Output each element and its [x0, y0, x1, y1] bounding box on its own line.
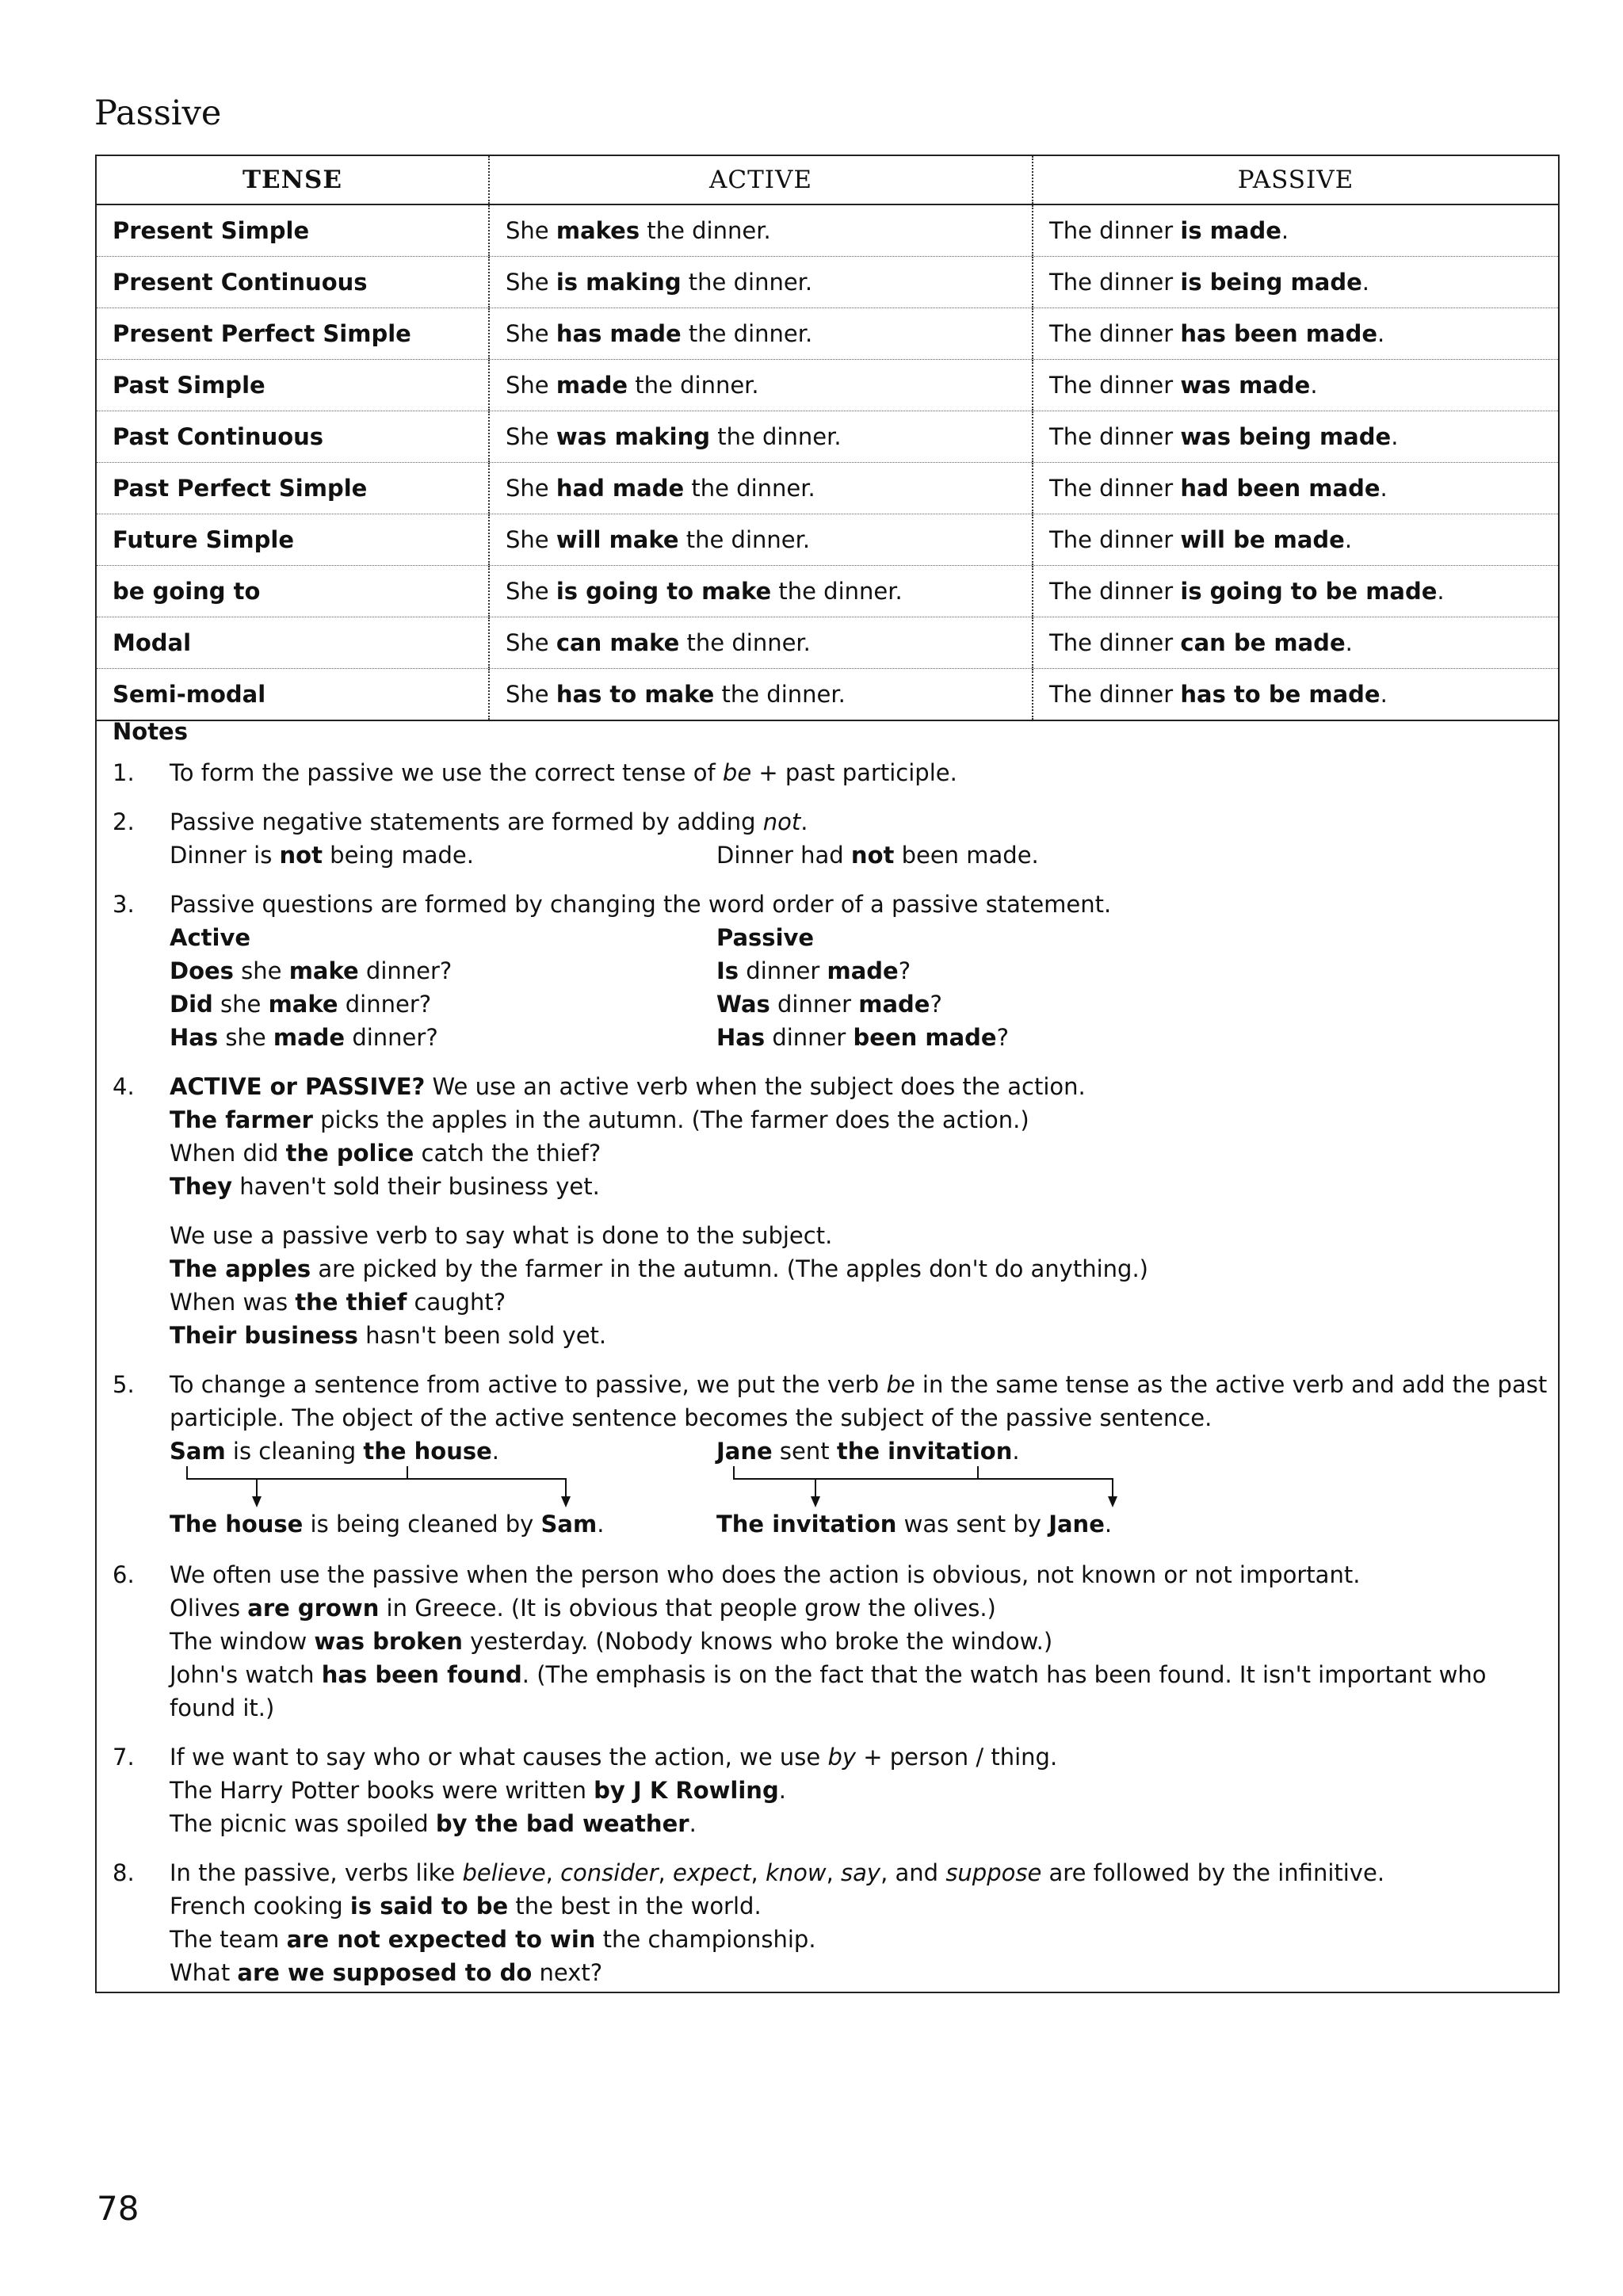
example-text: Olives [170, 1595, 248, 1622]
example-bold: has been found [321, 1661, 522, 1688]
note-text: To change a sentence from active to passive, we put the verb [170, 1371, 887, 1398]
verb-form: was made [1180, 372, 1311, 399]
example-bold: are grown [247, 1595, 380, 1622]
note-text: , [658, 1859, 673, 1886]
note-5 [113, 1368, 1548, 1542]
note-2 [113, 805, 1539, 872]
note-number: 8. [113, 1859, 135, 1886]
passive-cell [1032, 411, 1558, 462]
example-bold: The apples [170, 1255, 311, 1282]
verb-form: is going to make [556, 578, 772, 605]
note-italic: know [765, 1859, 827, 1886]
verb-form: has been made [1180, 320, 1377, 347]
note-text: , and [880, 1859, 946, 1886]
passive-cell [1032, 360, 1558, 411]
example-bold: made [827, 957, 899, 984]
example-bold: The house [170, 1511, 304, 1538]
active-cell [488, 308, 1032, 359]
tense-cell: Past Simple [113, 372, 265, 399]
sentence-part: She [506, 320, 556, 347]
example-bold: Has [716, 1024, 766, 1051]
table-row [97, 308, 1558, 360]
notes-section [113, 715, 1548, 2005]
example-text: When did [170, 1140, 286, 1167]
note-text: + past participle. [751, 759, 957, 786]
example-text: . [778, 1777, 786, 1804]
table-row [97, 617, 1558, 669]
example-bold: the house [363, 1438, 492, 1465]
note-italic: be [722, 759, 752, 786]
example-text: haven't sold their business yet. [232, 1173, 600, 1200]
table-row [97, 566, 1558, 617]
example-text: dinner? [358, 957, 453, 984]
example-bold: make [268, 991, 338, 1018]
table-header [97, 156, 1558, 205]
passive-cell [1032, 514, 1558, 565]
sentence-part: The dinner [1049, 217, 1181, 244]
sentence-part: The dinner [1049, 269, 1181, 296]
example-bold: the thief [295, 1289, 407, 1316]
sentence-part: . [1437, 578, 1445, 605]
page-number: 78 [97, 2189, 139, 2228]
note-text: , [750, 1859, 766, 1886]
sentence-part: She [506, 526, 556, 553]
tense-cell: Past Perfect Simple [113, 475, 368, 502]
example-bold: make [288, 957, 359, 984]
note-7 [113, 1740, 1539, 1840]
sentence-part: She [506, 681, 556, 708]
tense-table [97, 156, 1558, 721]
sentence-part: She [506, 423, 556, 450]
verb-form: will be made [1180, 526, 1345, 553]
verb-form: has made [556, 320, 682, 347]
note-italic: believe [462, 1859, 546, 1886]
example-text: John's watch [170, 1661, 322, 1688]
verb-form: is making [556, 269, 682, 296]
example-text: dinner [769, 991, 859, 1018]
example-text: The picnic was spoiled [170, 1810, 436, 1837]
sentence-part: . [1361, 269, 1369, 296]
sentence-part: The dinner [1049, 629, 1181, 656]
column-label-passive: Passive [716, 924, 815, 951]
example-text: she [233, 957, 289, 984]
verb-form: is made [1180, 217, 1281, 244]
sentence-part: . [1310, 372, 1318, 399]
verb-form: has to be made [1180, 681, 1381, 708]
tense-cell: Past Continuous [113, 423, 324, 450]
example-text: . [1012, 1438, 1020, 1465]
sentence-part: The dinner [1049, 320, 1181, 347]
example-text: caught? [407, 1289, 506, 1316]
example-text: What [170, 1959, 238, 1986]
example-text: . [491, 1438, 499, 1465]
note-text: Passive negative statements are formed by adding [170, 808, 763, 835]
active-cell [488, 360, 1032, 411]
note-number: 3. [113, 891, 135, 918]
sentence-part: the dinner. [679, 629, 811, 656]
example-bold: Does [170, 957, 234, 984]
note-4 [113, 1070, 1539, 1352]
sentence-part: The dinner [1049, 681, 1181, 708]
sentence-part: She [506, 578, 556, 605]
example-text: been made. [894, 842, 1039, 869]
sentence-part: The dinner [1049, 526, 1181, 553]
example-text: Dinner had [716, 842, 851, 869]
grammar-box [95, 155, 1560, 1993]
example-text: found it.) [170, 1694, 275, 1721]
note-text: We use a passive verb to say what is done to the subject. [170, 1222, 833, 1249]
example-text: hasn't been sold yet. [357, 1322, 607, 1349]
sentence-part: She [506, 217, 556, 244]
verb-form: had made [556, 475, 685, 502]
sentence-part: the dinner. [681, 320, 813, 347]
example-text: catch the thief? [414, 1140, 601, 1167]
verb-form: is going to be made [1180, 578, 1438, 605]
note-text: If we want to say who or what causes the action, we use [170, 1744, 828, 1771]
example-bold: Their business [170, 1322, 358, 1349]
table-row [97, 669, 1558, 721]
example-bold: Sam [170, 1438, 226, 1465]
header-tense: TENSE [242, 166, 343, 194]
example-text: ? [930, 991, 942, 1018]
verb-form: made [556, 372, 628, 399]
sentence-part: . [1281, 217, 1289, 244]
tense-cell: Future Simple [113, 526, 294, 553]
example-text: in Greece. (It is obvious that people grow the olives.) [379, 1595, 996, 1622]
active-cell [488, 514, 1032, 565]
sentence-part: the dinner. [714, 681, 846, 708]
sentence-part: the dinner. [771, 578, 903, 605]
note-italic: by [827, 1744, 857, 1771]
header-active: ACTIVE [488, 156, 1032, 204]
example-bold: Was [716, 991, 770, 1018]
active-cell [488, 257, 1032, 308]
note-italic: consider [560, 1859, 659, 1886]
sentence-part: the dinner. [628, 372, 759, 399]
example-text: is being cleaned by [303, 1511, 541, 1538]
note-text: Passive questions are formed by changing the word order of a passive statement. [170, 891, 1112, 918]
note-number: 4. [113, 1073, 135, 1100]
example-text: . (The emphasis is on the fact that the watch has been found. It isn't important who [521, 1661, 1487, 1688]
example-bold: Is [716, 957, 739, 984]
note-text: are followed by the infinitive. [1041, 1859, 1385, 1886]
example-bold: not [279, 842, 323, 869]
note-number: 1. [113, 759, 135, 786]
example-bold: been made [853, 1024, 997, 1051]
sentence-part: She [506, 372, 556, 399]
sentence-part: . [1344, 526, 1353, 553]
example-bold: Sam [540, 1511, 598, 1538]
table-row [97, 205, 1558, 257]
example-text: she [212, 991, 269, 1018]
example-text: . [689, 1810, 697, 1837]
note-text: participle. The object of the active sentence becomes the subject of the passive sentence. [170, 1404, 1212, 1431]
example-text: dinner [765, 1024, 854, 1051]
note-number: 2. [113, 808, 135, 835]
tense-cell: Present Perfect Simple [113, 320, 411, 347]
sentence-part: the dinner. [681, 269, 813, 296]
example-bold: Has [170, 1024, 219, 1051]
example-text: being made. [322, 842, 474, 869]
example-bold: are not expected to win [286, 1926, 596, 1953]
note-8 [113, 1856, 1539, 1989]
table-row [97, 257, 1558, 308]
example-bold: made [858, 991, 930, 1018]
transformation-diagram [170, 1435, 1539, 1542]
example-bold: by the bad weather [435, 1810, 689, 1837]
note-text: , [545, 1859, 561, 1886]
example-bold: They [170, 1173, 232, 1200]
example-bold: The farmer [170, 1106, 313, 1133]
active-cell [488, 669, 1032, 720]
tense-cell: Present Simple [113, 217, 310, 244]
example-text: next? [532, 1959, 603, 1986]
note-italic: be [886, 1371, 915, 1398]
example-text: the championship. [595, 1926, 816, 1953]
note-text: We use an active verb when the subject does the action. [425, 1073, 1086, 1100]
example-bold: The invitation [716, 1511, 897, 1538]
table-row [97, 463, 1558, 514]
sentence-part: the dinner. [640, 217, 771, 244]
tense-cell: be going to [113, 578, 261, 605]
example-bold: Did [170, 991, 213, 1018]
sentence-part: The dinner [1049, 475, 1181, 502]
note-italic: expect [672, 1859, 751, 1886]
example-text: The team [170, 1926, 287, 1953]
sentence-part: . [1380, 681, 1388, 708]
note-bold: ACTIVE or PASSIVE? [170, 1073, 426, 1100]
sentence-part: The dinner [1049, 423, 1181, 450]
note-italic: not [762, 808, 801, 835]
sentence-part: The dinner [1049, 372, 1181, 399]
example-bold: by J K Rowling [594, 1777, 779, 1804]
tense-cell: Present Continuous [113, 269, 368, 296]
example-bold: are we supposed to do [237, 1959, 533, 1986]
note-italic: suppose [945, 1859, 1042, 1886]
sentence-part: . [1391, 423, 1399, 450]
note-number: 7. [113, 1744, 135, 1771]
example-bold: the police [285, 1140, 414, 1167]
example-text: are picked by the farmer in the autumn. (The apples don't do anything.) [311, 1255, 1148, 1282]
column-label-active: Active [170, 924, 251, 951]
sentence-part: . [1345, 629, 1353, 656]
example-bold: Jane [1048, 1511, 1105, 1538]
active-cell [488, 205, 1032, 256]
sentence-part: She [506, 629, 556, 656]
note-text: . [800, 808, 808, 835]
example-text: dinner? [345, 1024, 438, 1051]
example-text: French cooking [170, 1893, 350, 1920]
active-cell [488, 566, 1032, 617]
tense-cell: Modal [113, 629, 192, 656]
example-bold: is said to be [349, 1893, 509, 1920]
example-text: When was [170, 1289, 296, 1316]
example-text: is cleaning [225, 1438, 364, 1465]
example-bold: Jane [716, 1438, 773, 1465]
example-text: . [1104, 1511, 1113, 1538]
note-number: 6. [113, 1561, 135, 1588]
example-text: The window [170, 1628, 315, 1655]
page-title: Passive [94, 94, 222, 133]
header-passive: PASSIVE [1032, 156, 1558, 204]
active-cell [488, 617, 1032, 668]
active-cell [488, 411, 1032, 462]
verb-form: was being made [1180, 423, 1392, 450]
sentence-part: . [1377, 320, 1385, 347]
passive-cell [1032, 463, 1558, 514]
passive-cell [1032, 617, 1558, 668]
verb-form: can make [556, 629, 680, 656]
note-text: In the passive, verbs like [170, 1859, 463, 1886]
example-bold: not [850, 842, 895, 869]
passive-cell [1032, 205, 1558, 256]
note-1 [113, 756, 1539, 789]
example-bold: was broken [314, 1628, 463, 1655]
table-row [97, 411, 1558, 463]
passive-cell [1032, 566, 1558, 617]
tense-cell: Semi-modal [113, 681, 266, 708]
example-text: ? [996, 1024, 1010, 1051]
note-3 [113, 888, 1539, 1054]
note-text: To form the passive we use the correct tense of [170, 759, 723, 786]
passive-cell [1032, 308, 1558, 359]
example-text: picks the apples in the autumn. (The farmer does the action.) [312, 1106, 1029, 1133]
verb-form: can be made [1180, 629, 1346, 656]
note-6 [113, 1558, 1539, 1725]
sentence-part: She [506, 269, 556, 296]
sentence-part: . [1380, 475, 1388, 502]
example-text: yesterday. (Nobody knows who broke the window.) [462, 1628, 1053, 1655]
note-text: in the same tense as the active verb and add the past [915, 1371, 1548, 1398]
verb-form: was making [556, 423, 710, 450]
note-italic: say [841, 1859, 881, 1886]
note-text: , [826, 1859, 842, 1886]
active-cell [488, 463, 1032, 514]
note-number: 5. [113, 1371, 135, 1398]
example-text: sent [772, 1438, 837, 1465]
table-row [97, 360, 1558, 411]
passive-cell [1032, 669, 1558, 720]
sentence-part: She [506, 475, 556, 502]
verb-form: had been made [1180, 475, 1381, 502]
note-text: We often use the passive when the person who does the action is obvious, not known or not important. [170, 1561, 1361, 1588]
example-text: The Harry Potter books were written [170, 1777, 594, 1804]
verb-form: makes [556, 217, 640, 244]
example-text: Dinner is [170, 842, 280, 869]
sentence-part: the dinner. [678, 526, 811, 553]
example-text: the best in the world. [508, 1893, 762, 1920]
example-text: dinner? [338, 991, 432, 1018]
verb-form: is being made [1180, 269, 1362, 296]
example-text: ? [898, 957, 911, 984]
example-bold: the invitation [836, 1438, 1013, 1465]
table-row [97, 514, 1558, 566]
example-text: . [597, 1511, 605, 1538]
note-text: + person / thing. [856, 1744, 1058, 1771]
sentence-part: the dinner. [710, 423, 842, 450]
notes-title: Notes [113, 718, 188, 745]
verb-form: will make [556, 526, 679, 553]
sentence-part: The dinner [1049, 578, 1181, 605]
sentence-part: the dinner. [684, 475, 815, 502]
example-text: was sent by [896, 1511, 1049, 1538]
passive-cell [1032, 257, 1558, 308]
example-text: she [218, 1024, 273, 1051]
verb-form: has to make [556, 681, 715, 708]
example-bold: made [273, 1024, 346, 1051]
example-text: dinner [739, 957, 827, 984]
